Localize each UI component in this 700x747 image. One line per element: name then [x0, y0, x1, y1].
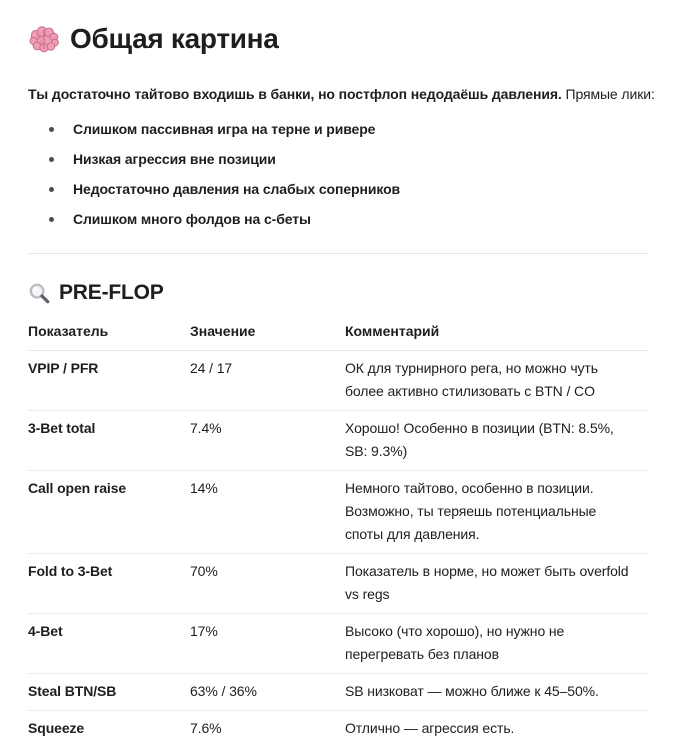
intro-bold-text: Ты достаточно тайтово входишь в банки, но постфлоп недодаёшь давления. — [28, 86, 562, 102]
value-cell: 14% — [190, 471, 345, 554]
table-row — [28, 471, 648, 554]
column-header-comment: Комментарий — [345, 319, 648, 351]
bullet-icon — [49, 157, 54, 162]
value-cell: 70% — [190, 554, 345, 614]
table-row — [28, 351, 648, 411]
metric-cell: Call open raise — [28, 471, 190, 554]
list-item — [28, 174, 676, 204]
metric-cell: Fold to 3-Bet — [28, 554, 190, 614]
list-item-text: Слишком пассивная игра на терне и ривере — [73, 121, 375, 137]
table-row — [28, 411, 648, 471]
value-cell: 17% — [190, 614, 345, 674]
metric-cell: Steal BTN/SB — [28, 674, 190, 711]
intro-regular-text: Прямые лики: — [562, 86, 655, 102]
list-item-text: Недостаточно давления на слабых соперников — [73, 181, 400, 197]
section-divider — [28, 253, 648, 254]
section-title — [28, 279, 676, 307]
comment-cell: Немного тайтово, особенно в позиции. Возможно, ты теряешь потенциальные споты для давления. — [345, 471, 648, 554]
comment-cell: Хорошо! Особенно в позиции (BTN: 8.5%, SB: 9.3%) — [345, 411, 648, 471]
value-cell: 24 / 17 — [190, 351, 345, 411]
comment-cell: Отлично — агрессия есть. — [345, 711, 648, 747]
list-item — [28, 114, 676, 144]
metric-cell: 4-Bet — [28, 614, 190, 674]
comment-cell: ОК для турнирного рега, но можно чуть более активно стилизовать с BTN / CO — [345, 351, 648, 411]
list-item — [28, 204, 676, 234]
intro-paragraph — [28, 83, 676, 105]
metric-cell: Squeeze — [28, 711, 190, 747]
bullet-icon — [49, 217, 54, 222]
preflop-stats-table — [28, 319, 648, 747]
page-title-text: Общая картина — [70, 20, 279, 58]
bullet-icon — [49, 127, 54, 132]
magnifier-icon — [28, 282, 51, 305]
value-cell: 7.4% — [190, 411, 345, 471]
table-row — [28, 554, 648, 614]
comment-cell: Высоко (что хорошо), но нужно не перегревать без планов — [345, 614, 648, 674]
metric-cell: 3-Bet total — [28, 411, 190, 471]
page-title — [28, 20, 676, 58]
column-header-value: Значение — [190, 319, 345, 351]
value-cell: 63% / 36% — [190, 674, 345, 711]
section-title-text: PRE-FLOP — [59, 279, 164, 307]
column-header-metric: Показатель — [28, 319, 190, 351]
bullet-icon — [49, 187, 54, 192]
brain-icon — [28, 23, 60, 55]
list-item-text: Низкая агрессия вне позиции — [73, 151, 276, 167]
list-item — [28, 144, 676, 174]
leak-list — [28, 114, 676, 234]
comment-cell: SB низковат — можно ближе к 45–50%. — [345, 674, 648, 711]
table-row — [28, 674, 648, 711]
value-cell: 7.6% — [190, 711, 345, 747]
table-header-row — [28, 319, 648, 351]
list-item-text: Слишком много фолдов на с-беты — [73, 211, 311, 227]
comment-cell: Показатель в норме, но может быть overfold vs regs — [345, 554, 648, 614]
metric-cell: VPIP / PFR — [28, 351, 190, 411]
table-row — [28, 711, 648, 747]
table-row — [28, 614, 648, 674]
